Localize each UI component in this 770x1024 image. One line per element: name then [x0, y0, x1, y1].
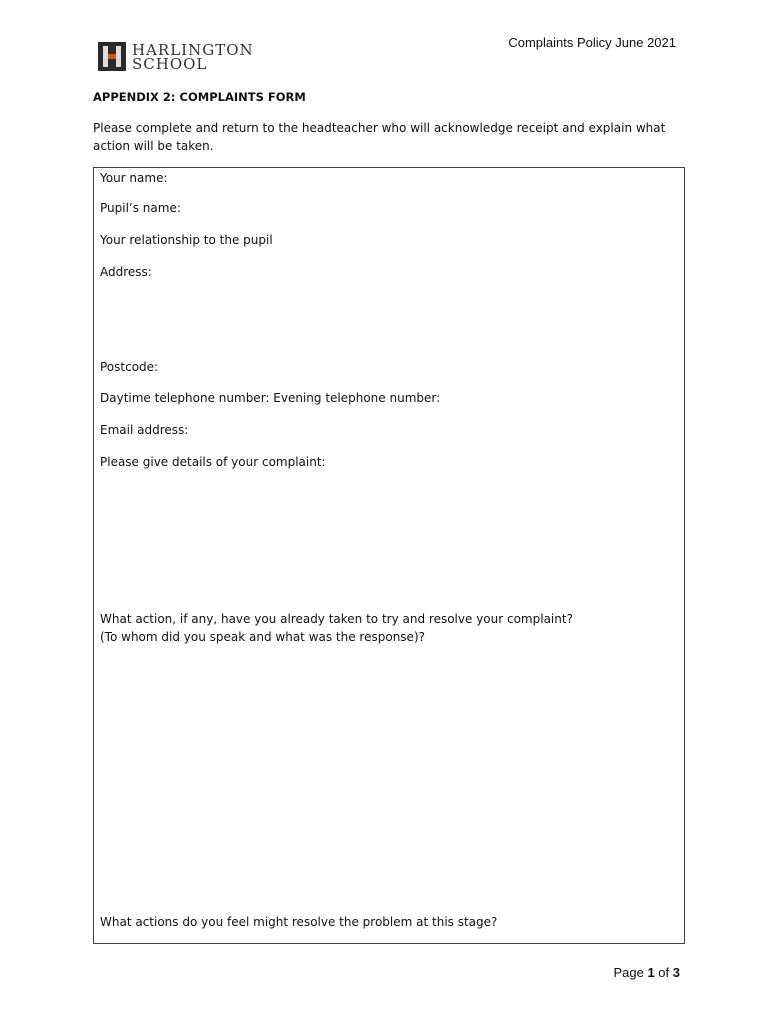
page-heading: APPENDIX 2: COMPLAINTS FORM — [93, 90, 306, 104]
field-action-taken[interactable]: What action, if any, have you already taken to try and resolve your complaint? — [100, 612, 573, 626]
field-action-taken-sub: (To whom did you speak and what was the response)? — [100, 630, 425, 644]
field-relationship[interactable]: Your relationship to the pupil — [100, 233, 273, 247]
school-logo — [98, 42, 254, 71]
field-email[interactable]: Email address: — [100, 423, 189, 437]
page-number — [613, 965, 680, 980]
of-word: of — [658, 965, 670, 980]
logo-line1: HARLINGTON — [132, 40, 254, 59]
field-postcode[interactable]: Postcode: — [100, 360, 159, 374]
intro-text: Please complete and return to the headteacher who will acknowledge receipt and explain what action will be taken. — [93, 121, 666, 153]
total-pages: 3 — [672, 965, 680, 980]
field-complaint-details[interactable]: Please give details of your complaint: — [100, 455, 326, 469]
field-your-name[interactable]: Your name: — [100, 171, 168, 185]
complaints-form-box — [93, 167, 685, 944]
field-address[interactable]: Address: — [100, 265, 152, 279]
field-resolve[interactable]: What actions do you feel might resolve the problem at this stage? — [100, 915, 498, 929]
page-word: Page — [613, 965, 644, 980]
logo-line2: SCHOOL — [132, 54, 208, 73]
logo-mark-icon — [98, 42, 126, 71]
header-title: Complaints Policy June 2021 — [508, 35, 676, 50]
field-pupil-name[interactable]: Pupil’s name: — [100, 201, 181, 215]
current-page: 1 — [647, 965, 655, 980]
field-phone[interactable]: Daytime telephone number: Evening telephone number: — [100, 391, 441, 405]
